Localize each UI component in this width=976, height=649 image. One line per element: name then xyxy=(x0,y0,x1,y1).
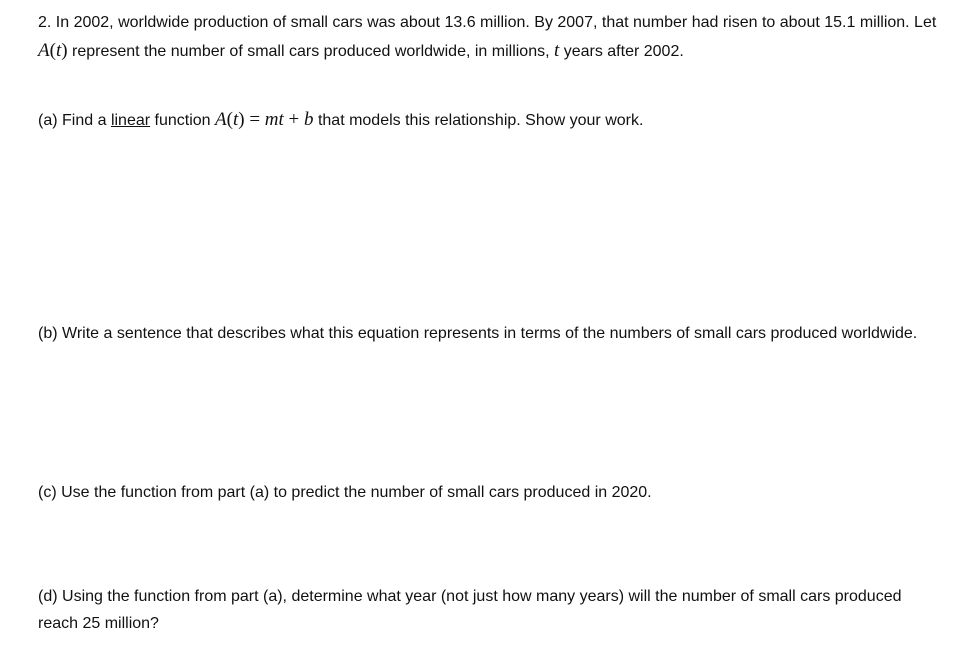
part-d-question xyxy=(38,583,938,637)
variable-t: t xyxy=(55,40,62,61)
equation-A: A xyxy=(215,109,227,130)
part-b-question xyxy=(38,320,938,347)
part-d-label: (d) xyxy=(38,588,58,605)
part-b-label: (b) xyxy=(38,325,58,342)
part-b-text: Write a sentence that describes what this equation represents in terms of the numbers of small cars produced worldwide. xyxy=(62,325,918,342)
part-d-text: Using the function from part (a), determine what year (not just how many years) will the number of small cars produced reach 25 million? xyxy=(38,588,902,632)
part-c-text: Use the function from part (a) to predict the number of small cars produced in 2020. xyxy=(61,484,652,501)
part-c-question xyxy=(38,479,938,506)
problem-text-part3: years after 2002. xyxy=(559,43,684,60)
part-a-text-3: that models this relationship. Show your work. xyxy=(313,112,644,129)
equation-paren-close: ) xyxy=(238,109,245,130)
part-a-underlined-word: linear xyxy=(110,112,151,129)
equation-equals: = xyxy=(244,109,265,130)
equation-b: b xyxy=(304,109,314,130)
problem-text-part2: represent the number of small cars produced worldwide, in millions, xyxy=(67,43,554,60)
function-name-A: A xyxy=(38,40,50,61)
equation-plus: + xyxy=(283,109,304,130)
equation-paren-open: ( xyxy=(226,109,233,130)
problem-text-part1: In 2002, worldwide production of small cars was about 13.6 million. By 2007, that number had risen to about 15.1 million. Let xyxy=(55,14,937,31)
paren-open: ( xyxy=(49,40,56,61)
equation-mt: mt xyxy=(264,109,284,130)
paren-close: ) xyxy=(61,40,68,61)
problem-number: 2. xyxy=(38,14,52,31)
variable-t-second: t xyxy=(553,40,560,61)
part-a-question xyxy=(38,106,938,134)
part-a-text-2: function xyxy=(150,112,216,129)
part-c-label: (c) xyxy=(38,484,57,501)
equation-t: t xyxy=(232,109,239,130)
part-a-text-1: Find a xyxy=(62,112,111,129)
problem-statement xyxy=(38,9,938,66)
part-a-label: (a) xyxy=(38,112,58,129)
